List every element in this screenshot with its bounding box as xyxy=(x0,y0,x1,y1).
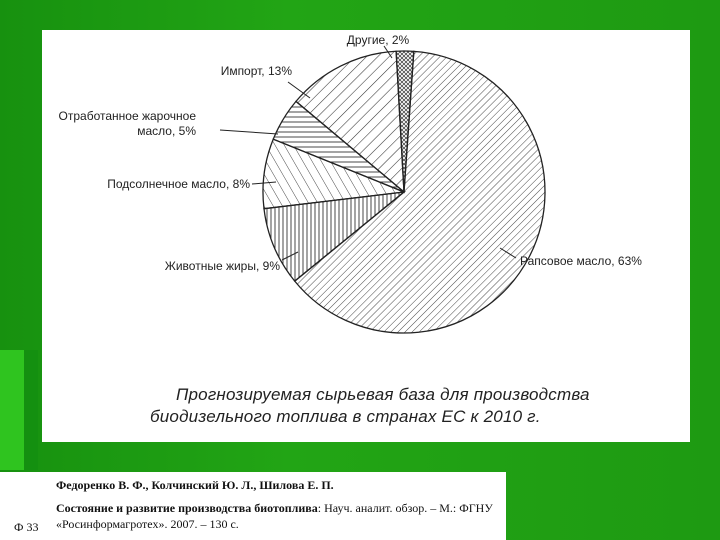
slice-label-6: Другие, 2% xyxy=(346,33,410,47)
reference-title-rest: : Науч. аналит. обзор. – М.: ФГНУ «Росинформагротех». 2007. – 130 с. xyxy=(56,501,493,531)
caption-line-2: биодизельного топлива в странах ЕС к 2010 г. xyxy=(150,407,541,426)
slide-code: Ф 33 xyxy=(14,520,39,534)
slice-label-4: Отработанное жарочное масло, 5% xyxy=(58,109,196,138)
reference-title-bold: Состояние и развитие производства биотоплива xyxy=(56,501,318,515)
caption-line-1: Прогнозируемая сырьевая база для производства xyxy=(176,385,590,404)
leader-line-4 xyxy=(220,130,278,134)
decorative-stripe xyxy=(0,350,24,470)
reference-box xyxy=(0,472,506,540)
reference-title xyxy=(56,500,502,532)
pie-chart xyxy=(42,30,690,442)
decorative-stripe-dark xyxy=(24,350,38,470)
figure-panel xyxy=(42,30,690,442)
slice-label-2: Животные жиры, 9% xyxy=(164,259,280,273)
slice-label-1: Рапсовое масло, 63% xyxy=(520,254,642,268)
slice-label-5: Импорт, 13% xyxy=(220,64,292,78)
slice-label-3: Подсолнечное масло, 8% xyxy=(107,177,250,191)
chart-caption xyxy=(150,384,670,428)
reference-authors: Федоренко В. Ф., Колчинский Ю. Л., Шилова Е. П. xyxy=(56,478,334,492)
